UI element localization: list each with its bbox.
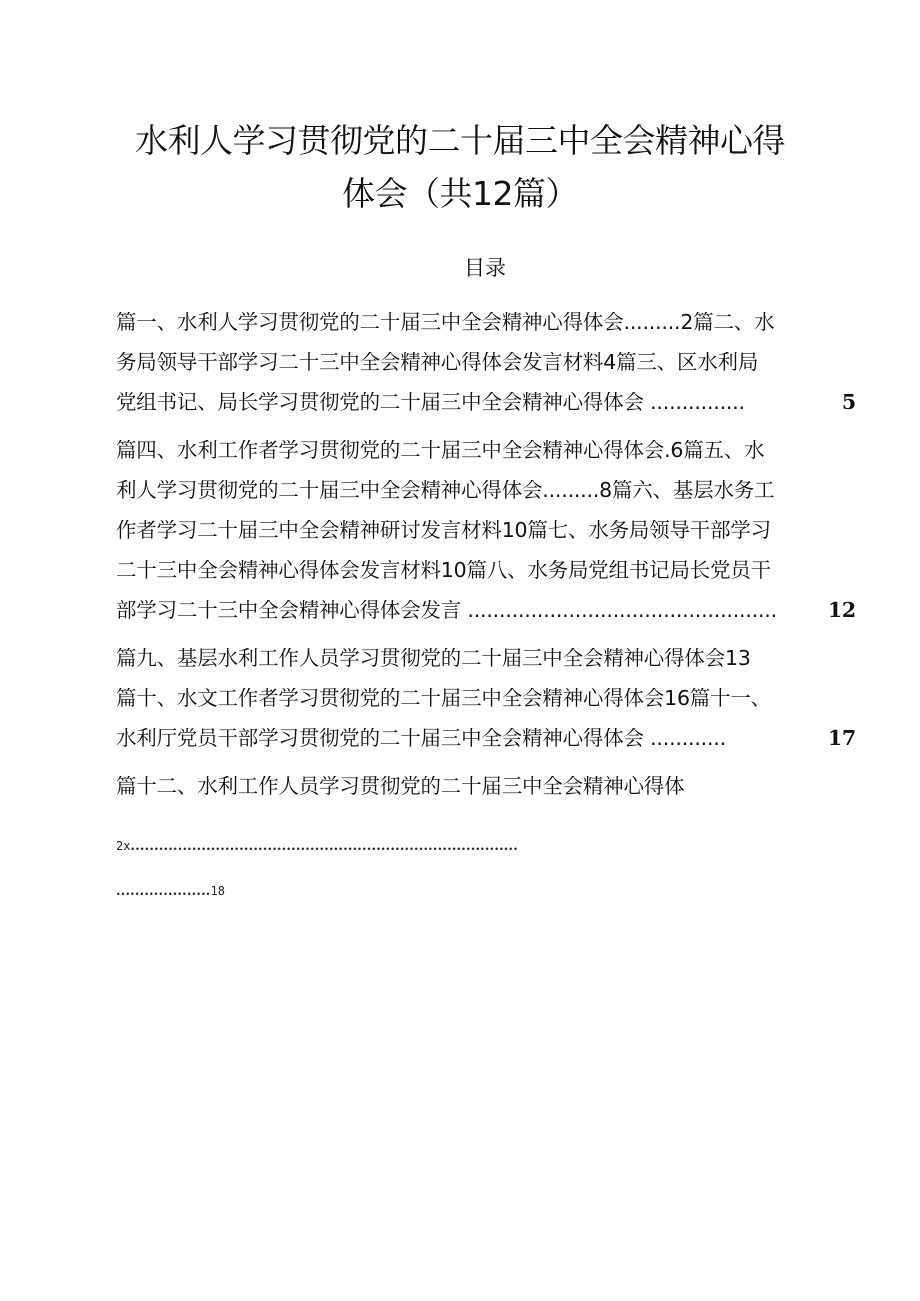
toc-line-text: 利人学习贯彻党的二十届三中全会精神心得体会.........8篇六、基层水务工 [116,480,775,501]
toc-line [116,560,856,581]
toc-line-text: 作者学习二十届三中全会精神研讨发言材料10篇七、水务局领导干部学习 [116,520,771,541]
document-title-line-1: 水利人学习贯彻党的二十届三中全会精神心得 [135,121,785,160]
toc-line-text: 水利厅党员干部学习贯彻党的二十届三中全会精神心得体会 ............ [116,728,726,749]
toc-line [116,776,856,797]
toc-line [116,520,856,541]
toc-dot-leader-line [116,840,856,853]
toc-line-text: 篇一、水利人学习贯彻党的二十届三中全会精神心得体会.........2篇二、水 [116,312,775,333]
toc-line-text: 篇十二、水利工作人员学习贯彻党的二十届三中全会精神心得体 [116,776,685,797]
toc-line-text: 部学习二十三中全会精神心得体会发言 ................................................. [116,600,777,621]
toc-heading: 目录 [464,256,506,280]
toc-dot-leader-line [116,885,416,898]
toc-line [116,392,856,413]
toc-page-number: 12 [827,600,856,621]
toc-line-text: 篇九、基层水利工作人员学习贯彻党的二十届三中全会精神心得体会13 [116,648,751,669]
toc-page-number: 5 [841,392,856,413]
toc-page-number: 17 [827,728,856,749]
toc-line-text: 篇四、水利工作者学习贯彻党的二十届三中全会精神心得体会.6篇五、水 [116,440,765,461]
toc-line [116,480,856,501]
toc-line-text: 二十三中全会精神心得体会发言材料10篇八、水务局党组书记局长党员干 [116,560,771,581]
toc-line [116,648,856,669]
toc-line-text: 党组书记、局长学习贯彻党的二十届三中全会精神心得体会 ............... [116,392,745,413]
toc-dot-prefix: 2x [116,840,131,853]
toc-line [116,600,856,621]
toc-dot-leader: .................... [116,885,211,898]
toc-dot-leader: .................................................................................. [130,840,518,853]
document-title-line-2: 体会（共12篇） [342,174,578,213]
toc-line [116,688,856,709]
toc-line-text: 篇十、水文工作者学习贯彻党的二十届三中全会精神心得体会16篇十一、 [116,688,771,709]
toc-line [116,728,856,749]
toc-page-number: 18 [210,885,225,898]
toc-line [116,352,856,373]
toc-line [116,312,856,333]
toc-line-text: 务局领导干部学习二十三中全会精神心得体会发言材料4篇三、区水利局 [116,352,759,373]
toc-line [116,440,856,461]
